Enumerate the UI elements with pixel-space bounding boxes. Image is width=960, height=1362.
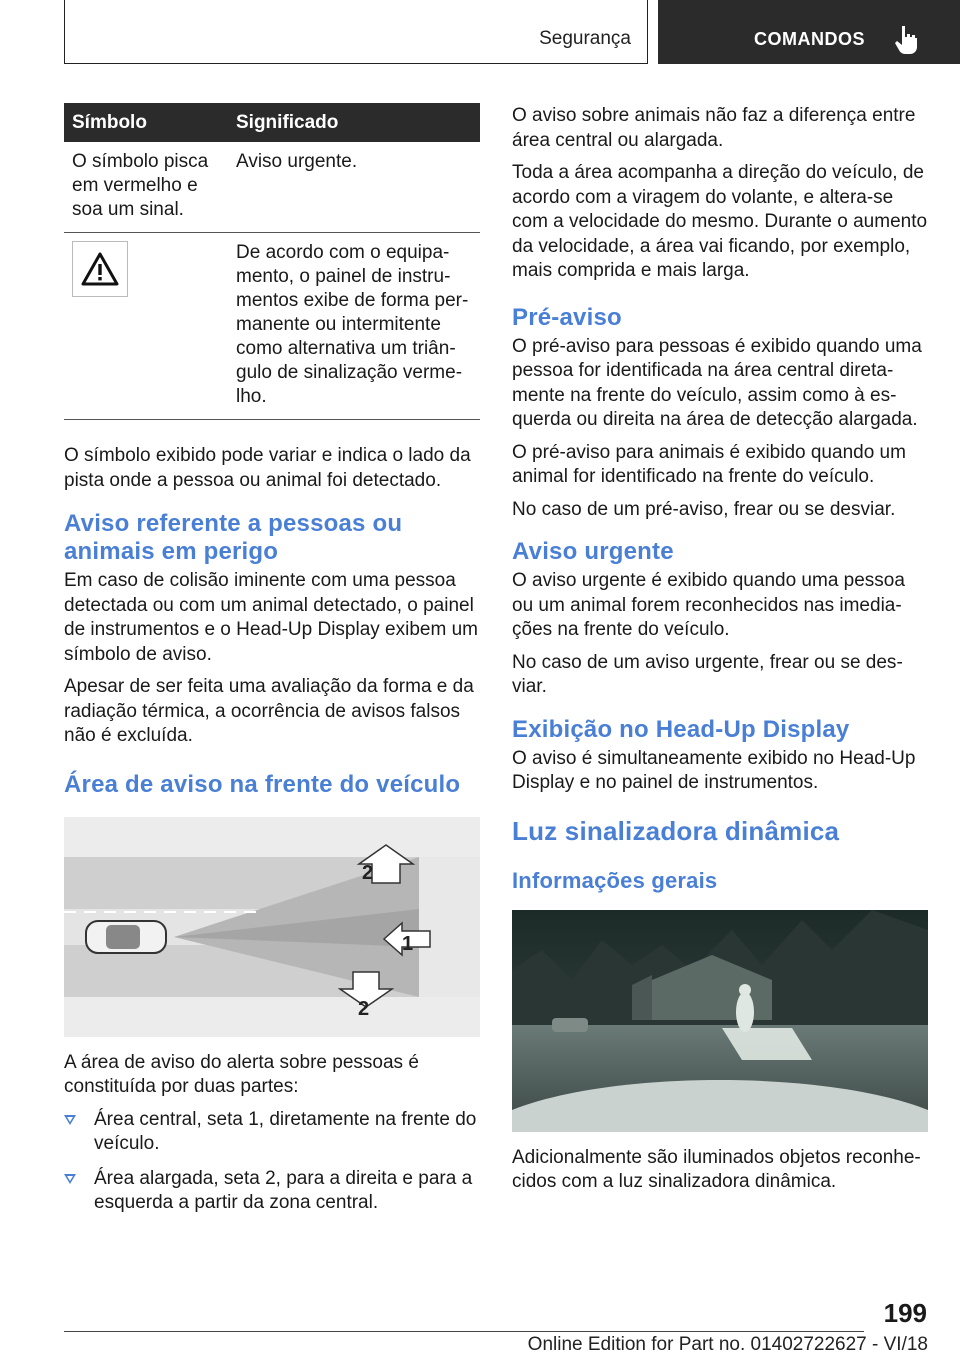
paragraph: O pré-aviso para pessoas é exibido quando uma pessoa for identificada na área central diretamente na frente do veículo, assim como à esquerda ou direita na área de detecção alargada.	[512, 335, 922, 430]
list-item: Área alargada, seta 2, para a direita e para a esquerda a partir da zona central.	[64, 1167, 480, 1216]
car-icon	[86, 921, 166, 953]
bullet-triangle-icon	[64, 1174, 76, 1184]
night-road-photo	[512, 910, 928, 1132]
paragraph: No caso de um pré-aviso, frear ou se desviar.	[512, 498, 896, 520]
area-paragraph: A área de aviso do alerta sobre pessoas é constituída por duas partes:	[64, 1051, 419, 1097]
heading-pre-warning: Pré-aviso	[512, 303, 622, 331]
table-header-symbol: Símbolo	[64, 103, 228, 142]
symbol-cell: O símbolo pisca em vermelho e soa um sinal.	[64, 142, 228, 233]
heading-warning: Aviso referente a pessoas ou animais em perigo	[64, 510, 403, 565]
heading-area: Área de aviso na frente do veículo	[64, 770, 461, 798]
area-bullet-list	[64, 1108, 480, 1216]
meaning-cell: De acordo com o equipamento, o painel de instrumentos exibe de forma permanente ou intermitente como alternativa um triângulo de sinalização vermelho.	[228, 233, 480, 420]
symbol-cell	[64, 233, 228, 420]
paragraph: O pré-aviso para animais é exibido quando um animal for identificado na frente do veículo.	[512, 441, 906, 487]
table-header-meaning: Significado	[228, 103, 480, 142]
paragraph: Adicionalmente são iluminados objetos reconhecidos com a luz sinalizadora dinâmica.	[512, 1146, 921, 1192]
table-row	[64, 142, 480, 233]
left-column	[64, 103, 480, 1226]
paragraph: No caso de um aviso urgente, frear ou se desviar.	[512, 651, 903, 697]
paragraph: Toda a área acompanha a direção do veículo, de acordo com a viragem do volante, e altera-se com a velocidade do mesmo. Durante o aumento da velocidade, a área vai ficando, por exemplo, mais comprida e mais larga.	[512, 162, 928, 281]
table-row	[64, 233, 480, 420]
chapter-title: COMANDOS	[754, 29, 865, 49]
diagram-label: 2	[362, 861, 374, 884]
bullet-triangle-icon	[64, 1115, 76, 1125]
heading-hud: Exibição no Head-Up Display	[512, 715, 850, 743]
right-column	[512, 104, 928, 1203]
symbol-table	[64, 103, 480, 420]
meaning-cell: Aviso urgente.	[228, 142, 480, 233]
header-section-box	[64, 0, 648, 64]
warning-paragraph: Apesar de ser feita uma avaliação da forma e da radiação térmica, a ocorrência de avisos falsos não é excluída.	[64, 676, 474, 746]
footer-edition: Online Edition for Part no. 01402722627 - VI/18	[527, 1334, 928, 1355]
heading-urgent-warning: Aviso urgente	[512, 538, 674, 565]
page-number: 199	[883, 1298, 927, 1328]
paragraph: O aviso é simultaneamente exibido no Head-Up Display e no painel de instrumentos.	[512, 747, 916, 793]
heading-general-info: Informações gerais	[512, 867, 718, 893]
list-item: Área central, seta 1, diretamente na frente do veículo.	[64, 1108, 480, 1157]
paragraph: O aviso sobre animais não faz a diferença entre área central ou alargada.	[512, 105, 916, 151]
diagram-label: 1	[402, 932, 414, 955]
warning-triangle-icon	[72, 241, 128, 297]
pointing-hand-icon	[894, 24, 920, 54]
footer-divider	[64, 1331, 864, 1332]
section-title: Segurança	[539, 28, 631, 49]
intro-paragraph: O símbolo exibido pode variar e indica o lado da pista onde a pessoa ou animal foi detectado.	[64, 445, 471, 491]
header-chapter-box	[658, 0, 960, 64]
warning-area-diagram	[64, 817, 480, 1037]
warning-paragraph: Em caso de colisão iminente com uma pessoa detectada ou com um animal detectado, o painel de instrumentos e o Head-Up Display exibem um símbolo de aviso.	[64, 570, 478, 665]
paragraph: O aviso urgente é exibido quando uma pessoa ou um animal forem reconhecidos nas imediações na frente do veículo.	[512, 570, 905, 640]
heading-dynamic-light: Luz sinalizadora dinâmica	[512, 815, 840, 846]
diagram-label: 2	[358, 997, 370, 1020]
